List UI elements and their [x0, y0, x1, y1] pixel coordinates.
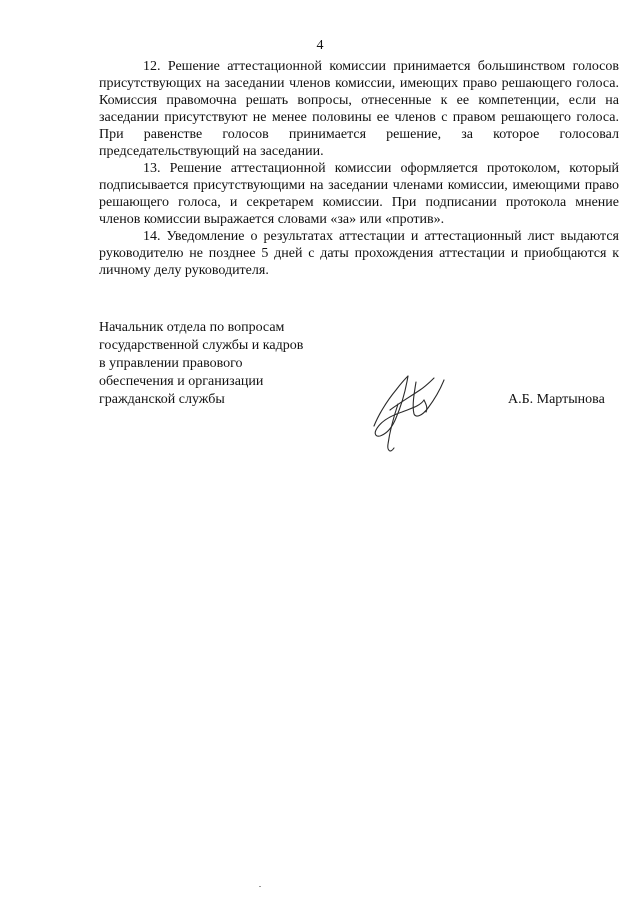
page-number: 4 — [316, 38, 324, 53]
position-line: в управлении правового — [99, 356, 243, 371]
paragraph-13: 13. Решение аттестационной комиссии оформляется протоколом, который подписывается присутствующими на заседании членами комиссии, имеющими право решающего голоса, и секретарем комиссии. При подписании протокола мнение членов комиссии выражается словами «за» или «против». — [99, 161, 619, 227]
handwritten-signature-icon — [368, 360, 448, 456]
document-body — [99, 58, 619, 279]
signatory-position — [99, 319, 303, 409]
paragraph-14: 14. Уведомление о результатах аттестации и аттестационный лист выдаются руководителю не позднее 5 дней с даты прохождения аттестации и приобщаются к личному делу руководителя. — [99, 229, 619, 278]
signatory-name: А.Б. Мартынова — [508, 392, 605, 407]
paragraph-12: 12. Решение аттестационной комиссии принимается большинством голосов присутствующих на заседании членов комиссии, имеющих право решающего голоса. Комиссия правомочна решать вопросы, отнесенные к ее компетенции, если на заседании присутствуют не менее половины ее членов с правом решающего голоса. При равенстве голосов принимается решение, за которое голосовал председательствующий на заседании. — [99, 59, 619, 159]
position-line: государственной службы и кадров — [99, 338, 304, 353]
scan-artifact — [259, 886, 261, 887]
position-line: Начальник отдела по вопросам — [99, 320, 285, 335]
position-line: обеспечения и организации — [99, 374, 264, 389]
position-line: гражданской службы — [99, 392, 225, 407]
